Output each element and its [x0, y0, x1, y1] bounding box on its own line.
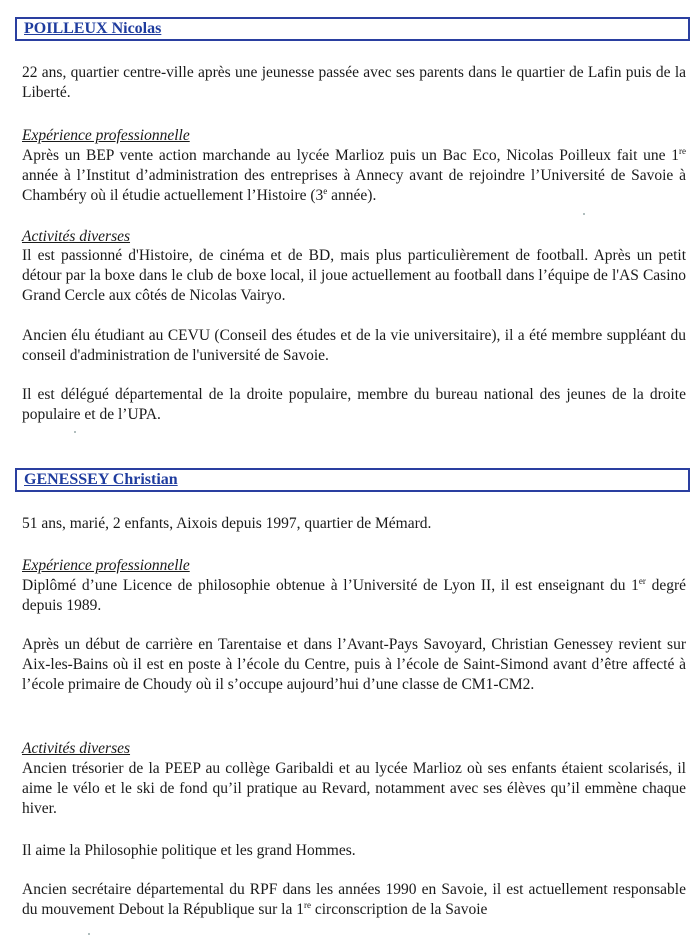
experience-text-b: année à l’Institut d’administration des entreprises à Annecy avant de rejoindre l’Université de Savoie à Chambéry où il étudie actuellement l’Histoire (3	[22, 167, 686, 204]
activities-heading: Activités diverses	[22, 228, 131, 245]
activities-text: Ancien trésorier de la PEEP au collège Garibaldi et au lycée Marlioz où ses enfants étaient scolarisés, il aime le vélo et le ski de fond qu’il pratique au Revard, notamment avec ses élèves qu’il emmène chaque hiver.	[22, 760, 686, 817]
experience-text	[22, 146, 686, 206]
experience-heading: Expérience professionnelle	[22, 557, 190, 574]
activities-text: Il est passionné d'Histoire, de cinéma et de BD, mais plus particulièrement de football. Après un petit détour par la boxe dans le club de boxe local, il joue actuellement au football dans l’équipe de l'AS Casino Grand Cercle aux côtés de Nicolas Vairyo.	[22, 247, 686, 304]
experience-text-a: Diplômé d’une Licence de philosophie obtenue à l’Université de Lyon II, il est enseignant du 1	[22, 577, 639, 594]
experience-heading: Expérience professionnelle	[22, 127, 190, 144]
scan-speck	[88, 933, 90, 935]
cevu-text: Ancien élu étudiant au CEVU (Conseil des études et de la vie universitaire), il a été membre suppléant du conseil d'administration de l'université de Savoie.	[22, 327, 686, 364]
rpf-text	[22, 880, 686, 920]
activities-heading: Activités diverses	[22, 740, 131, 757]
profile-header-genessey	[15, 468, 690, 492]
profile-intro: 22 ans, quartier centre-ville après une jeunesse passée avec ses parents dans le quartier de Lafin puis de la Liberté.	[22, 64, 686, 101]
profile-name: POILLEUX Nicolas	[24, 20, 162, 37]
profile-header-poilleux	[15, 17, 690, 41]
profile-intro: 51 ans, marié, 2 enfants, Aixois depuis 1997, quartier de Mémard.	[22, 515, 432, 532]
experience-text-a: Après un BEP vente action marchande au lycée Marlioz puis un Bac Eco, Nicolas Poilleux fait une 1	[22, 147, 679, 164]
ordinal-sup: e	[323, 186, 328, 196]
experience-text	[22, 576, 686, 616]
ordinal-sup: er	[638, 576, 646, 586]
profile-name: GENESSEY Christian	[24, 471, 178, 488]
scan-speck	[583, 213, 585, 215]
ordinal-sup: re	[679, 146, 686, 156]
rpf-text-b: circonscription de la Savoie	[310, 901, 488, 918]
scan-speck	[74, 431, 76, 433]
philosophy-text: Il aime la Philosophie politique et les grand Hommes.	[22, 842, 356, 859]
ordinal-sup: re	[303, 900, 311, 910]
career-text: Après un début de carrière en Tarentaise et dans l’Avant-Pays Savoyard, Christian Genessey revient sur Aix-les-Bains où il est en poste à l’école du Centre, puis à l’école de Saint-Simond avant d’être affecté à l’école primaire de Choudy où il s’occupe aujourd’hui d’une classe de CM1-CM2.	[22, 636, 686, 693]
rpf-text-a: Ancien secrétaire départemental du RPF dans les années 1990 en Savoie, il est actuellement responsable du mouvement Debout la République sur la 1	[22, 881, 686, 918]
experience-text-c: année).	[327, 187, 377, 204]
delegate-text: Il est délégué départemental de la droite populaire, membre du bureau national des jeunes de la droite populaire et de l’UPA.	[22, 386, 686, 423]
experience-text-b: degré depuis 1989.	[22, 577, 686, 614]
